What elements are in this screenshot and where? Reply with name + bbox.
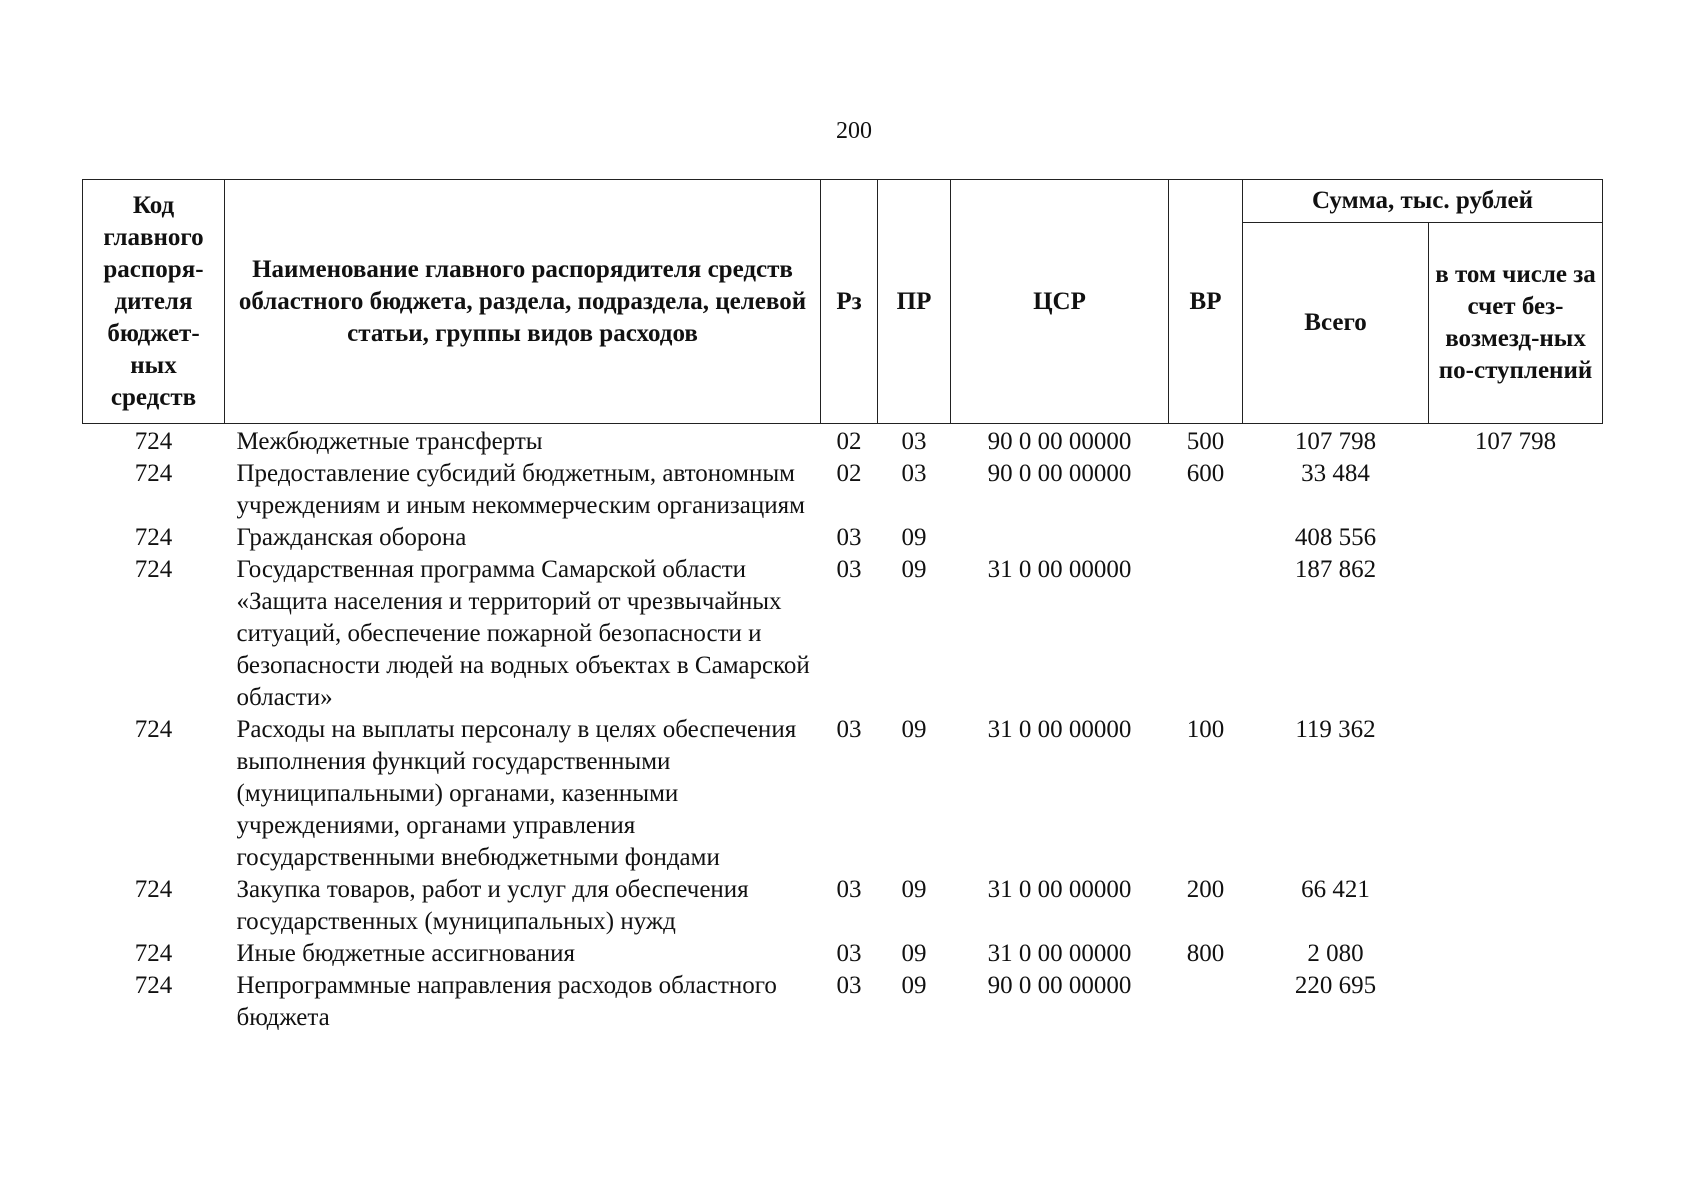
cell-vr: 800	[1186, 940, 1225, 967]
header-sum-group: Сумма, тыс. рублей	[1243, 180, 1603, 223]
header-csr: ЦСР	[951, 180, 1169, 424]
cell-free	[1429, 522, 1603, 554]
cell-total: 119 362	[1295, 716, 1376, 743]
table-row	[83, 424, 1603, 459]
cell-pr: 03	[901, 428, 927, 455]
cell-free: 107 798	[1474, 428, 1557, 455]
cell-code: 724	[134, 524, 173, 551]
cell-total: 107 798	[1294, 428, 1377, 455]
cell-pr: 09	[901, 524, 927, 551]
cell-csr: 31 0 00 00000	[987, 940, 1132, 967]
table-row	[83, 554, 1603, 714]
cell-code: 724	[134, 556, 173, 583]
cell-pr: 09	[901, 716, 927, 743]
cell-code: 724	[134, 876, 173, 903]
cell-name: Гражданская оборона	[236, 524, 467, 551]
cell-code: 724	[134, 428, 173, 455]
cell-vr	[1169, 970, 1243, 1034]
cell-free	[1429, 938, 1603, 970]
cell-vr: 500	[1186, 428, 1225, 455]
cell-pr: 09	[901, 940, 927, 967]
cell-code: 724	[134, 972, 173, 999]
cell-vr	[1169, 554, 1243, 714]
header-vr: ВР	[1169, 180, 1243, 424]
cell-free	[1429, 714, 1603, 874]
cell-csr: 90 0 00 00000	[987, 972, 1132, 999]
table-row	[83, 458, 1603, 522]
cell-free	[1429, 874, 1603, 938]
cell-total: 187 862	[1294, 556, 1377, 583]
cell-name: Межбюджетные трансферты	[236, 428, 543, 455]
cell-name: Закупка товаров, работ и услуг для обеспечения государственных (муниципальных) нужд	[236, 876, 749, 935]
cell-name: Предоставление субсидий бюджетным, автономным учреждениям и иным некоммерческим организациям	[236, 460, 805, 519]
table-header	[83, 180, 1603, 424]
cell-name: Непрограммные направления расходов областного бюджета	[236, 972, 777, 1031]
cell-free	[1429, 554, 1603, 714]
table-row	[83, 522, 1603, 554]
cell-vr	[1169, 522, 1243, 554]
cell-rz: 03	[836, 524, 862, 551]
cell-rz: 03	[836, 940, 862, 967]
cell-total: 33 484	[1301, 460, 1370, 487]
cell-code: 724	[134, 460, 173, 487]
cell-pr: 09	[901, 876, 927, 903]
table-row	[83, 714, 1603, 874]
cell-code: 724	[134, 716, 173, 743]
cell-rz: 03	[836, 876, 862, 903]
cell-rz: 03	[836, 972, 862, 999]
header-rz: Рз	[821, 180, 878, 424]
cell-total: 220 695	[1294, 972, 1377, 999]
cell-csr: 90 0 00 00000	[987, 460, 1132, 487]
table-row	[83, 874, 1603, 938]
cell-total: 2 080	[1307, 940, 1364, 967]
cell-code: 724	[134, 940, 173, 967]
cell-name: Иные бюджетные ассигнования	[236, 940, 576, 967]
cell-total: 408 556	[1294, 524, 1377, 551]
table-body	[83, 424, 1603, 1035]
header-sum-total: Всего	[1243, 223, 1429, 424]
page-number: 200	[836, 118, 872, 144]
cell-csr	[951, 522, 1169, 554]
cell-name: Государственная программа Самарской области «Защита населения и территорий от чрезвычайных ситуаций, обеспечение пожарной безопасности и безопасности людей на водных объектах в Самарской области»	[236, 556, 810, 711]
cell-rz: 02	[836, 460, 862, 487]
cell-csr: 31 0 00 00000	[987, 556, 1132, 583]
cell-vr: 100	[1186, 716, 1225, 743]
cell-csr: 90 0 00 00000	[987, 428, 1132, 455]
cell-pr: 03	[901, 460, 927, 487]
cell-csr: 31 0 00 00000	[987, 716, 1132, 743]
header-name: Наименование главного распорядителя средств областного бюджета, раздела, подраздела, целевой статьи, группы видов расходов	[225, 180, 821, 424]
cell-free	[1429, 458, 1603, 522]
header-pr: ПР	[878, 180, 951, 424]
cell-pr: 09	[901, 556, 927, 583]
budget-table	[82, 179, 1603, 1034]
cell-pr: 09	[901, 972, 927, 999]
header-sum-free: в том числе за счет без-возмезд-ных по-ступлений	[1429, 223, 1603, 424]
cell-vr: 200	[1186, 876, 1225, 903]
cell-rz: 02	[836, 428, 862, 455]
table-row	[83, 970, 1603, 1034]
cell-rz: 03	[836, 716, 862, 743]
table-row	[83, 938, 1603, 970]
header-code: Код главного распоря-дителя бюджет-ных средств	[83, 180, 225, 424]
cell-vr: 600	[1186, 460, 1225, 487]
cell-rz: 03	[836, 556, 862, 583]
cell-total: 66 421	[1301, 876, 1370, 903]
cell-name: Расходы на выплаты персоналу в целях обеспечения выполнения функций государственными (муниципальными) органами, казенными учреждениями, органами управления государственными внебюджетными фондами	[236, 716, 797, 871]
cell-free	[1429, 970, 1603, 1034]
cell-csr: 31 0 00 00000	[987, 876, 1132, 903]
